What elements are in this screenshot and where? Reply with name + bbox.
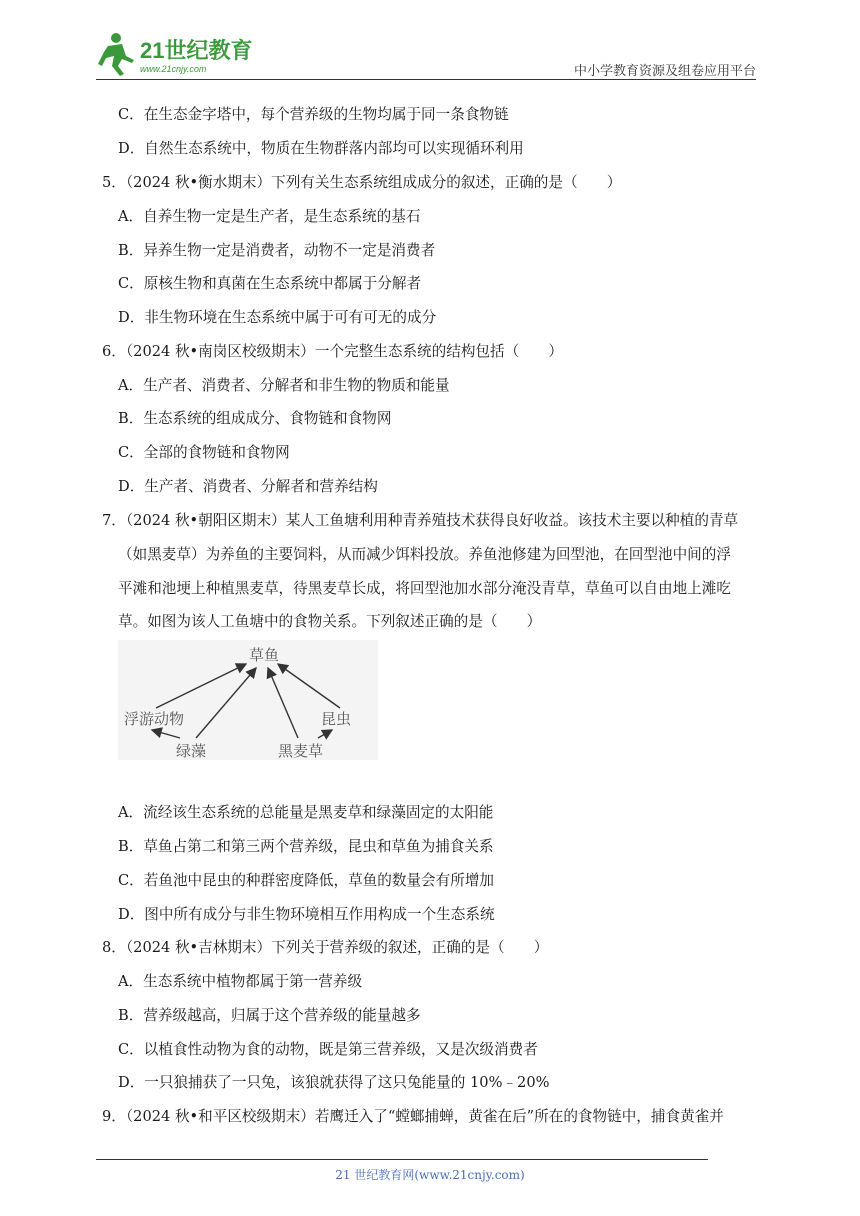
node-grass-carp: 草鱼: [248, 646, 280, 664]
arrow-insect-to-carp: [278, 664, 340, 708]
q8-option-b: B．营养级越高，归属于这个营养级的能量越多: [118, 1007, 421, 1024]
q5-option-b: B．异养生物一定是消费者，动物不一定是消费者: [118, 242, 436, 259]
question-7-line-3: 平滩和池埂上种植黑麦草，待黑麦草长成，将回型池加水部分淹没青草，草鱼可以自由地上滩吃: [118, 580, 731, 597]
node-insect: 昆虫: [321, 710, 352, 728]
question-6: 6．（2024 秋•南岗区校级期末）一个完整生态系统的结构包括（ ）: [102, 343, 563, 360]
logo: [96, 30, 266, 78]
node-ryegrass: 黑麦草: [278, 742, 324, 760]
node-green-algae: 绿藻: [176, 742, 207, 760]
q6-option-d: D．生产者、消费者、分解者和营养结构: [118, 478, 378, 495]
question-7-line-2: （如黑麦草）为养鱼的主要饲料，从而减少饵料投放。养鱼池修建为回型池，在回型池中间的浮: [118, 546, 731, 563]
footer-divider: [96, 1159, 708, 1160]
q7-option-d: D．图中所有成分与非生物环境相互作用构成一个生态系统: [118, 906, 495, 923]
question-7-line-4: 草。如图为该人工鱼塘中的食物关系。下列叙述正确的是（ ）: [118, 613, 542, 630]
q8-option-d: D．一只狼捕获了一只兔，该狼就获得了这只兔能量的 10%﹣20%: [118, 1074, 550, 1091]
footer-site-link[interactable]: 21 世纪教育网(www.21cnjy.com): [335, 1168, 525, 1182]
q6-option-c: C．全部的食物链和食物网: [118, 444, 290, 461]
q6-option-a: A．生产者、消费者、分解者和非生物的物质和能量: [118, 377, 450, 394]
arrow-algae-to-carp: [196, 668, 256, 738]
q8-option-c: C．以植食性动物为食的动物，既是第三营养级，又是次级消费者: [118, 1041, 538, 1058]
logo-url: www.21cnjy.com: [140, 64, 207, 74]
q7-option-b: B．草鱼占第二和第三两个营养级，昆虫和草鱼为捕食关系: [118, 838, 494, 855]
food-web-diagram: [118, 640, 378, 760]
q4-option-d: D．自然生态系统中，物质在生物群落内部均可以实现循环利用: [118, 140, 524, 157]
q5-option-c: C．原核生物和真菌在生态系统中都属于分解者: [118, 275, 422, 292]
question-5: 5．（2024 秋•衡水期末）下列有关生态系统组成成分的叙述，正确的是（ ）: [102, 174, 622, 191]
q5-option-d: D．非生物环境在生态系统中属于可有可无的成分: [118, 309, 437, 326]
q5-option-a: A．自养生物一定是生产者，是生态系统的基石: [118, 208, 421, 225]
q7-option-c: C．若鱼池中昆虫的种群密度降低，草鱼的数量会有所增加: [118, 872, 495, 889]
question-7-line-1: 7．（2024 秋•朝阳区期末）某人工鱼塘利用种青养殖技术获得良好收益。该技术主要以种植的青草: [102, 512, 739, 529]
arrow-ryegrass-to-insect: [318, 730, 332, 738]
header-divider: [96, 79, 756, 80]
q6-option-b: B．生态系统的组成成分、食物链和食物网: [118, 410, 392, 427]
arrow-zooplankton-to-carp: [156, 664, 246, 708]
runner-icon: [98, 33, 134, 76]
arrow-ryegrass-to-carp: [268, 668, 298, 738]
platform-name: 中小学教育资源及组卷应用平台: [573, 64, 756, 79]
q4-option-c: C．在生态金字塔中，每个营养级的生物均属于同一条食物链: [118, 106, 509, 123]
arrow-algae-to-zooplankton: [152, 730, 180, 738]
question-8: 8．（2024 秋•吉林期末）下列关于营养级的叙述，正确的是（ ）: [102, 939, 549, 956]
logo-text: 21世纪教育: [140, 38, 253, 63]
q8-option-a: A．生态系统中植物都属于第一营养级: [118, 973, 363, 990]
question-9: 9．（2024 秋•和平区校级期末）若鹰迁入了“螳螂捕蝉，黄雀在后”所在的食物链中，捕食黄雀并: [102, 1108, 724, 1125]
page-header: [0, 0, 860, 80]
q7-option-a: A．流经该生态系统的总能量是黑麦草和绿藻固定的太阳能: [118, 804, 494, 821]
node-zooplankton: 浮游动物: [124, 710, 185, 728]
